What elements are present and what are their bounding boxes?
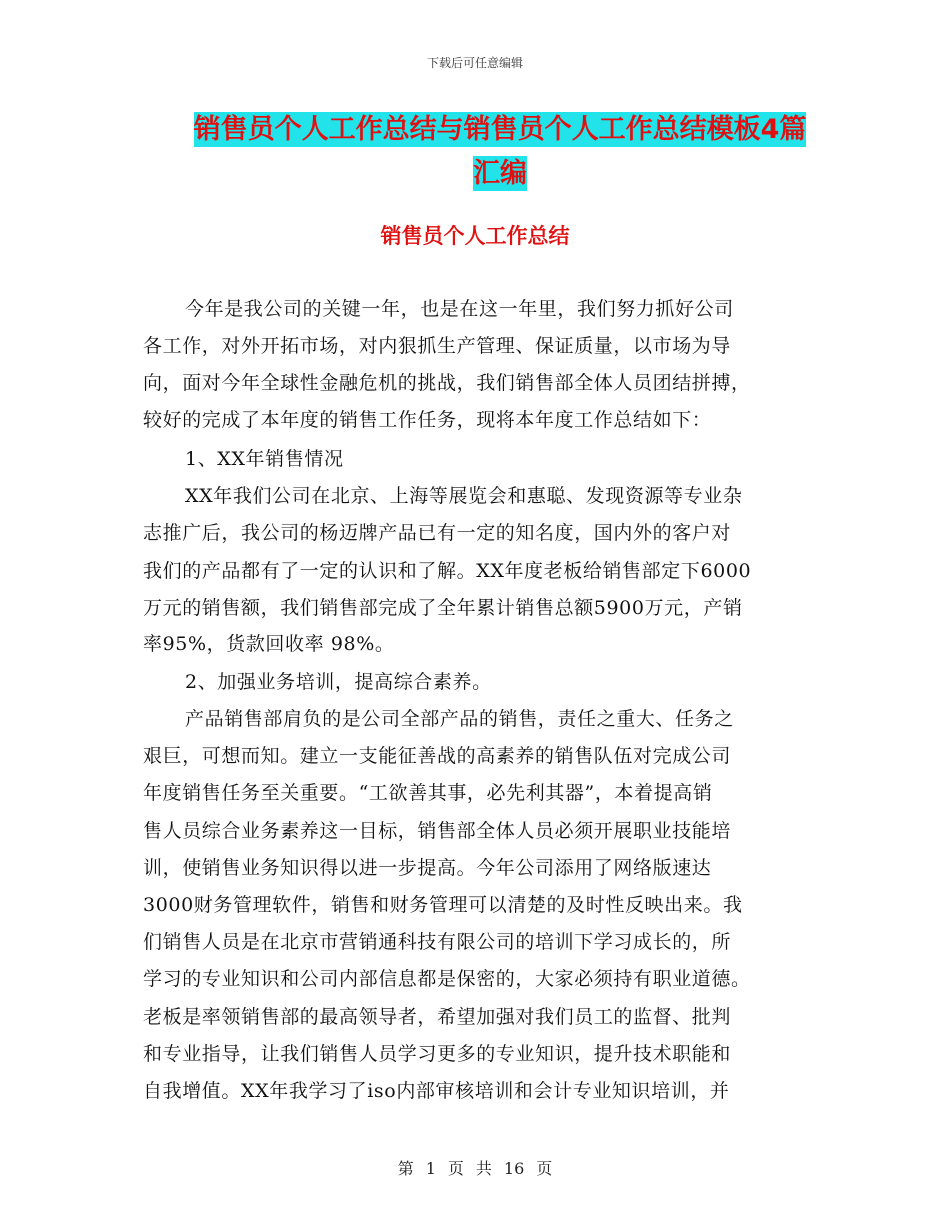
paragraph-line: 产品销售部肩负的是公司全部产品的销售，责任之重大、任务之 [185, 708, 734, 730]
paragraph-line: 和专业指导，让我们销售人员学习更多的专业知识，提升技术职能和 [143, 1043, 732, 1065]
document-title-line2: 汇编 [473, 158, 527, 189]
paragraph-line: 3000财务管理软件，销售和财务管理可以清楚的及时性反映出来。我 [143, 894, 743, 916]
paragraph-line: 各工作，对外开拓市场，对内狠抓生产管理、保证质量，以市场为导 [143, 335, 732, 357]
paragraph-line: 今年是我公司的关键一年，也是在这一年里，我们努力抓好公司 [185, 298, 734, 320]
header-note: 下载后可任意编辑 [426, 56, 523, 70]
document-title-line1: 销售员个人工作总结与销售员个人工作总结模板4篇 [193, 114, 807, 145]
footer-total-label: 共 [475, 1159, 492, 1178]
page-footer [0, 1156, 950, 1179]
paragraph-line: 志推广后，我公司的杨迈牌产品已有一定的知名度，国内外的客户对 [143, 522, 732, 544]
paragraph-line: 较好的完成了本年度的销售工作任务，现将本年度工作总结如下： [143, 409, 712, 431]
footer-page-unit: 页 [447, 1159, 464, 1178]
paragraph-line: 老板是率领销售部的最高领导者，希望加强对我们员工的监督、批判 [143, 1006, 732, 1028]
subheading-line: 2、加强业务培训，提高综合素养。 [185, 671, 492, 693]
paragraph-line: 售人员综合业务素养这一目标，销售部全体人员必须开展职业技能培 [143, 820, 732, 842]
paragraph-line: 向，面对今年全球性金融危机的挑战，我们销售部全体人员团结拼搏， [143, 372, 751, 394]
footer-page-label: 第 [397, 1159, 414, 1178]
section-title: 销售员个人工作总结 [380, 224, 570, 248]
paragraph-line: XX年我们公司在北京、上海等展览会和惠聪、发现资源等专业杂 [185, 485, 743, 507]
footer-total-unit: 页 [536, 1159, 553, 1178]
paragraph-line: 自我增值。XX年我学习了iso内部审核培训和会计专业知识培训，并 [143, 1080, 730, 1102]
footer-total-pages: 16 [503, 1159, 525, 1178]
paragraph-line: 学习的专业知识和公司内部信息都是保密的，大家必须持有职业道德。 [143, 968, 751, 990]
document-title [130, 108, 870, 196]
paragraph-line: 万元的销售额，我们销售部完成了全年累计销售总额5900万元，产销 [143, 597, 743, 619]
footer-page-number: 1 [425, 1159, 436, 1178]
paragraph-line: 我们的产品都有了一定的认识和了解。XX年度老板给销售部定下6000 [143, 560, 752, 582]
paragraph-line: 年度销售任务至关重要。“工欲善其事，必先利其器”，本着提高销 [143, 782, 713, 804]
paragraph-line: 率95%，货款回收率 98%。 [143, 633, 395, 655]
paragraph-line: 训，使销售业务知识得以进一步提高。今年公司添用了网络版速达 [143, 857, 712, 879]
paragraph-line: 们销售人员是在北京市营销通科技有限公司的培训下学习成长的，所 [143, 931, 732, 953]
subheading-line: 1、XX年销售情况 [185, 448, 344, 470]
paragraph-line: 艰巨，可想而知。建立一支能征善战的高素养的销售队伍对完成公司 [143, 745, 732, 767]
